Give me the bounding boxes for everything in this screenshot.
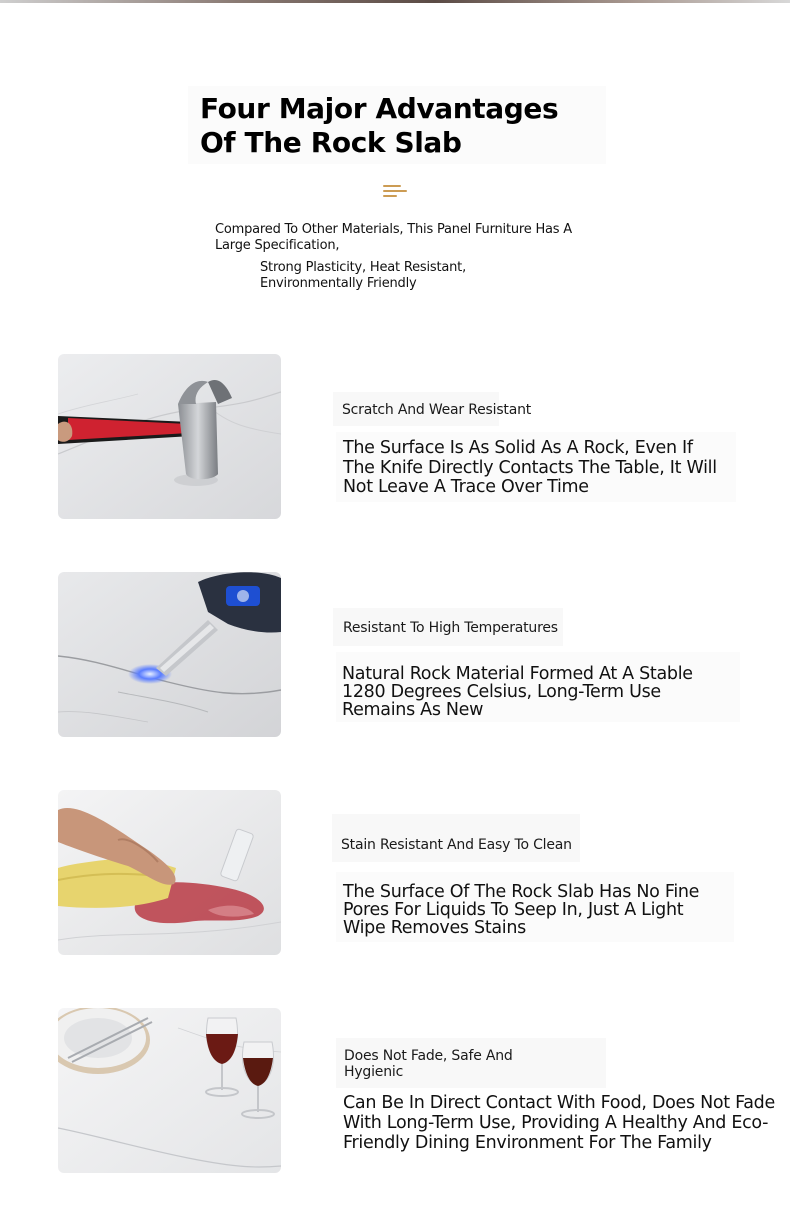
page-title: Four Major Advantages Of The Rock Slab	[200, 92, 559, 159]
feature-description: The Surface Is As Solid As A Rock, Even If The Knife Directly Contacts The Table, It Will Not Leave A Trace Over Time	[343, 438, 717, 497]
menu-lines-icon	[383, 185, 407, 199]
feature-image-stain	[58, 790, 281, 955]
feature-title: Stain Resistant And Easy To Clean	[341, 837, 572, 853]
feature-image-blowtorch	[58, 572, 281, 737]
feature-title: Does Not Fade, Safe And Hygienic	[344, 1048, 513, 1080]
intro-text: Compared To Other Materials, This Panel Furniture Has A Large Specification,	[215, 222, 573, 253]
feature-description: Can Be In Direct Contact With Food, Does Not Fade With Long-Term Use, Providing A Healthy And Eco-Friendly Dining Environment For The Family	[343, 1093, 775, 1153]
feature-title: Scratch And Wear Resistant	[342, 402, 532, 418]
feature-image-hammer	[58, 354, 281, 519]
feature-image-tableware	[58, 1008, 281, 1173]
intro-text-secondary: Strong Plasticity, Heat Resistant, Environmentally Friendly	[260, 260, 467, 291]
feature-description: The Surface Of The Rock Slab Has No Fine Pores For Liquids To Seep In, Just A Light Wipe Removes Stains	[343, 882, 700, 938]
feature-description: Natural Rock Material Formed At A Stable 1280 Degrees Celsius, Long-Term Use Remains As New	[342, 664, 693, 720]
top-banner-edge	[0, 0, 790, 3]
feature-title: Resistant To High Temperatures	[343, 620, 558, 636]
